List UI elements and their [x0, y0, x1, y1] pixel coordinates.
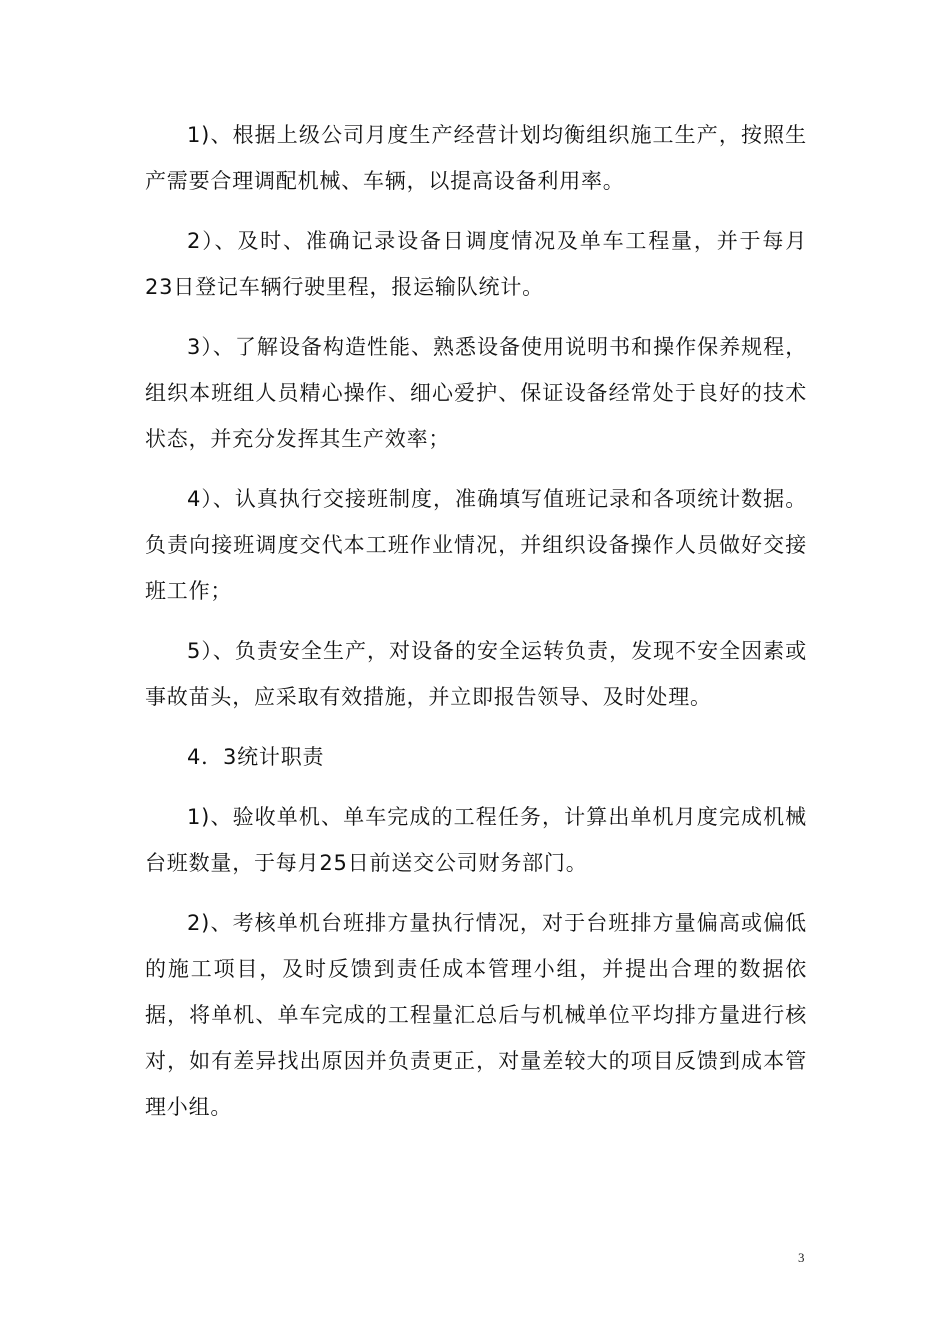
section-heading-statistics: 4．3统计职责 — [187, 745, 325, 769]
document-body — [145, 112, 807, 1144]
paragraph-dispatch-1: 1)、根据上级公司月度生产经营计划均衡组织施工生产，按照生产需要合理调配机械、车辆，以提高设备利用率。 — [145, 123, 807, 193]
paragraph-dispatch-3: 3）、了解设备构造性能、熟悉设备使用说明书和操作保养规程，组织本班组人员精心操作、细心爱护、保证设备经常处于良好的技术状态，并充分发挥其生产效率； — [145, 335, 807, 451]
paragraph-statistics-1: 1)、验收单机、单车完成的工程任务，计算出单机月度完成机械台班数量，于每月25日前送交公司财务部门。 — [145, 805, 807, 875]
paragraph-dispatch-2: 2）、及时、准确记录设备日调度情况及单车工程量，并于每月23日登记车辆行驶里程，报运输队统计。 — [145, 229, 807, 299]
page-number: 3 — [798, 1250, 805, 1265]
paragraph-dispatch-5: 5）、负责安全生产，对设备的安全运转负责，发现不安全因素或事故苗头，应采取有效措施，并立即报告领导、及时处理。 — [145, 639, 807, 709]
paragraph-dispatch-4: 4）、认真执行交接班制度，准确填写值班记录和各项统计数据。负责向接班调度交代本工班作业情况，并组织设备操作人员做好交接班工作； — [145, 487, 807, 603]
paragraph-statistics-2: 2)、考核单机台班排方量执行情况，对于台班排方量偏高或偏低的施工项目，及时反馈到责任成本管理小组，并提出合理的数据依据，将单机、单车完成的工程量汇总后与机械单位平均排方量进行核对，如有差异找出原因并负责更正，对量差较大的项目反馈到成本管理小组。 — [145, 911, 807, 1119]
